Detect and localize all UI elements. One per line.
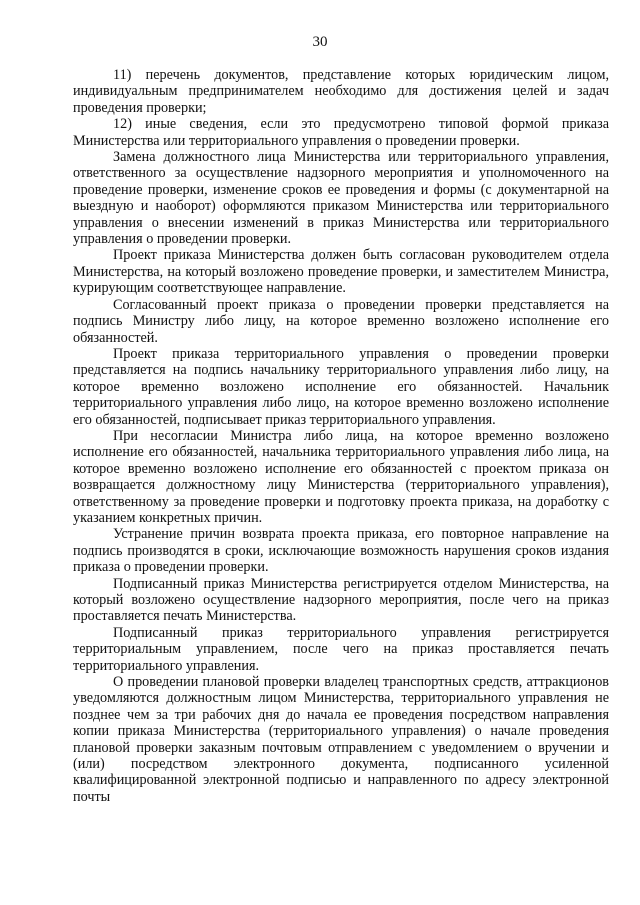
paragraph-replacement-official: Замена должностного лица Министерства или территориального управления, ответственного за осуществление надзорного мероприятия и уполномоченного на проведение проверки, изменение сроков ее проведения и формы (с документарной на выездную и наоборот) оформляются приказом Министерства или территориального управления о внесении изменений в приказ Министерства или территориального управления о проведении проверки. — [73, 149, 609, 248]
document-body — [73, 67, 609, 805]
paragraph-draft-approval: Проект приказа Министерства должен быть согласован руководителем отдела Министерства, на который возложено проведение проверки, и заместителем Министра, курирующим соответствующее направление. — [73, 247, 609, 297]
paragraph-territorial-registration: Подписанный приказ территориального управления регистрируется территориальным управлением, после чего на приказ проставляется печать территориального управления. — [73, 624, 609, 674]
paragraph-disagreement: При несогласии Министра либо лица, на которое временно возложено исполнение его обязанностей, начальника территориального управления либо лица, на которое временно возложено исполнение его обязанностей с проектом приказа он возвращается должностному лицу Министерства (территориального управления), ответственному за проведение проверки и подготовку проекта приказа, на доработку с указанием конкретных причин. — [73, 427, 609, 526]
paragraph-territorial-draft: Проект приказа территориального управления о проведении проверки представляется на подпись начальнику территориального управления либо лицу, на которое временно возложено исполнение его обязанностей. Начальник территориального управления либо лицо, на которое временно возложено исполнение его обязанностей, подписывает приказ территориального управления. — [73, 345, 609, 428]
paragraph-elimination-reasons: Устранение причин возврата проекта приказа, его повторное направление на подпись производятся в сроки, исключающие возможность нарушения сроков издания приказа о проведении проверки. — [73, 526, 609, 576]
page-number: 30 — [312, 34, 328, 50]
paragraph-planned-inspection-notice: О проведении плановой проверки владелец транспортных средств, аттракционов уведомляются должностным лицом Министерства, территориального управления не позднее чем за три рабочих дня до начала ее проведения посредством направления копии приказа Министерства (территориального управления) о начале проведения плановой проверки заказным почтовым отправлением с уведомлением о вручении и (или) посредством электронного документа, подписанного усиленной квалифицированной электронной подписью и направленного по адресу электронной почты — [73, 674, 609, 805]
paragraph-signature-minister: Согласованный проект приказа о проведении проверки представляется на подпись Министру либо лицу, на которое временно возложено исполнение его обязанностей. — [73, 296, 609, 346]
paragraph-ministry-registration: Подписанный приказ Министерства регистрируется отделом Министерства, на который возложено осуществление надзорного мероприятия, после чего на приказ проставляется печать Министерства. — [73, 575, 609, 625]
paragraph-item-12: 12) иные сведения, если это предусмотрено типовой формой приказа Министерства или территориального управления о проведении проверки. — [73, 116, 609, 149]
paragraph-item-11: 11) перечень документов, представление которых юридическим лицом, индивидуальным предпринимателем необходимо для достижения целей и задач проведения проверки; — [73, 67, 609, 116]
